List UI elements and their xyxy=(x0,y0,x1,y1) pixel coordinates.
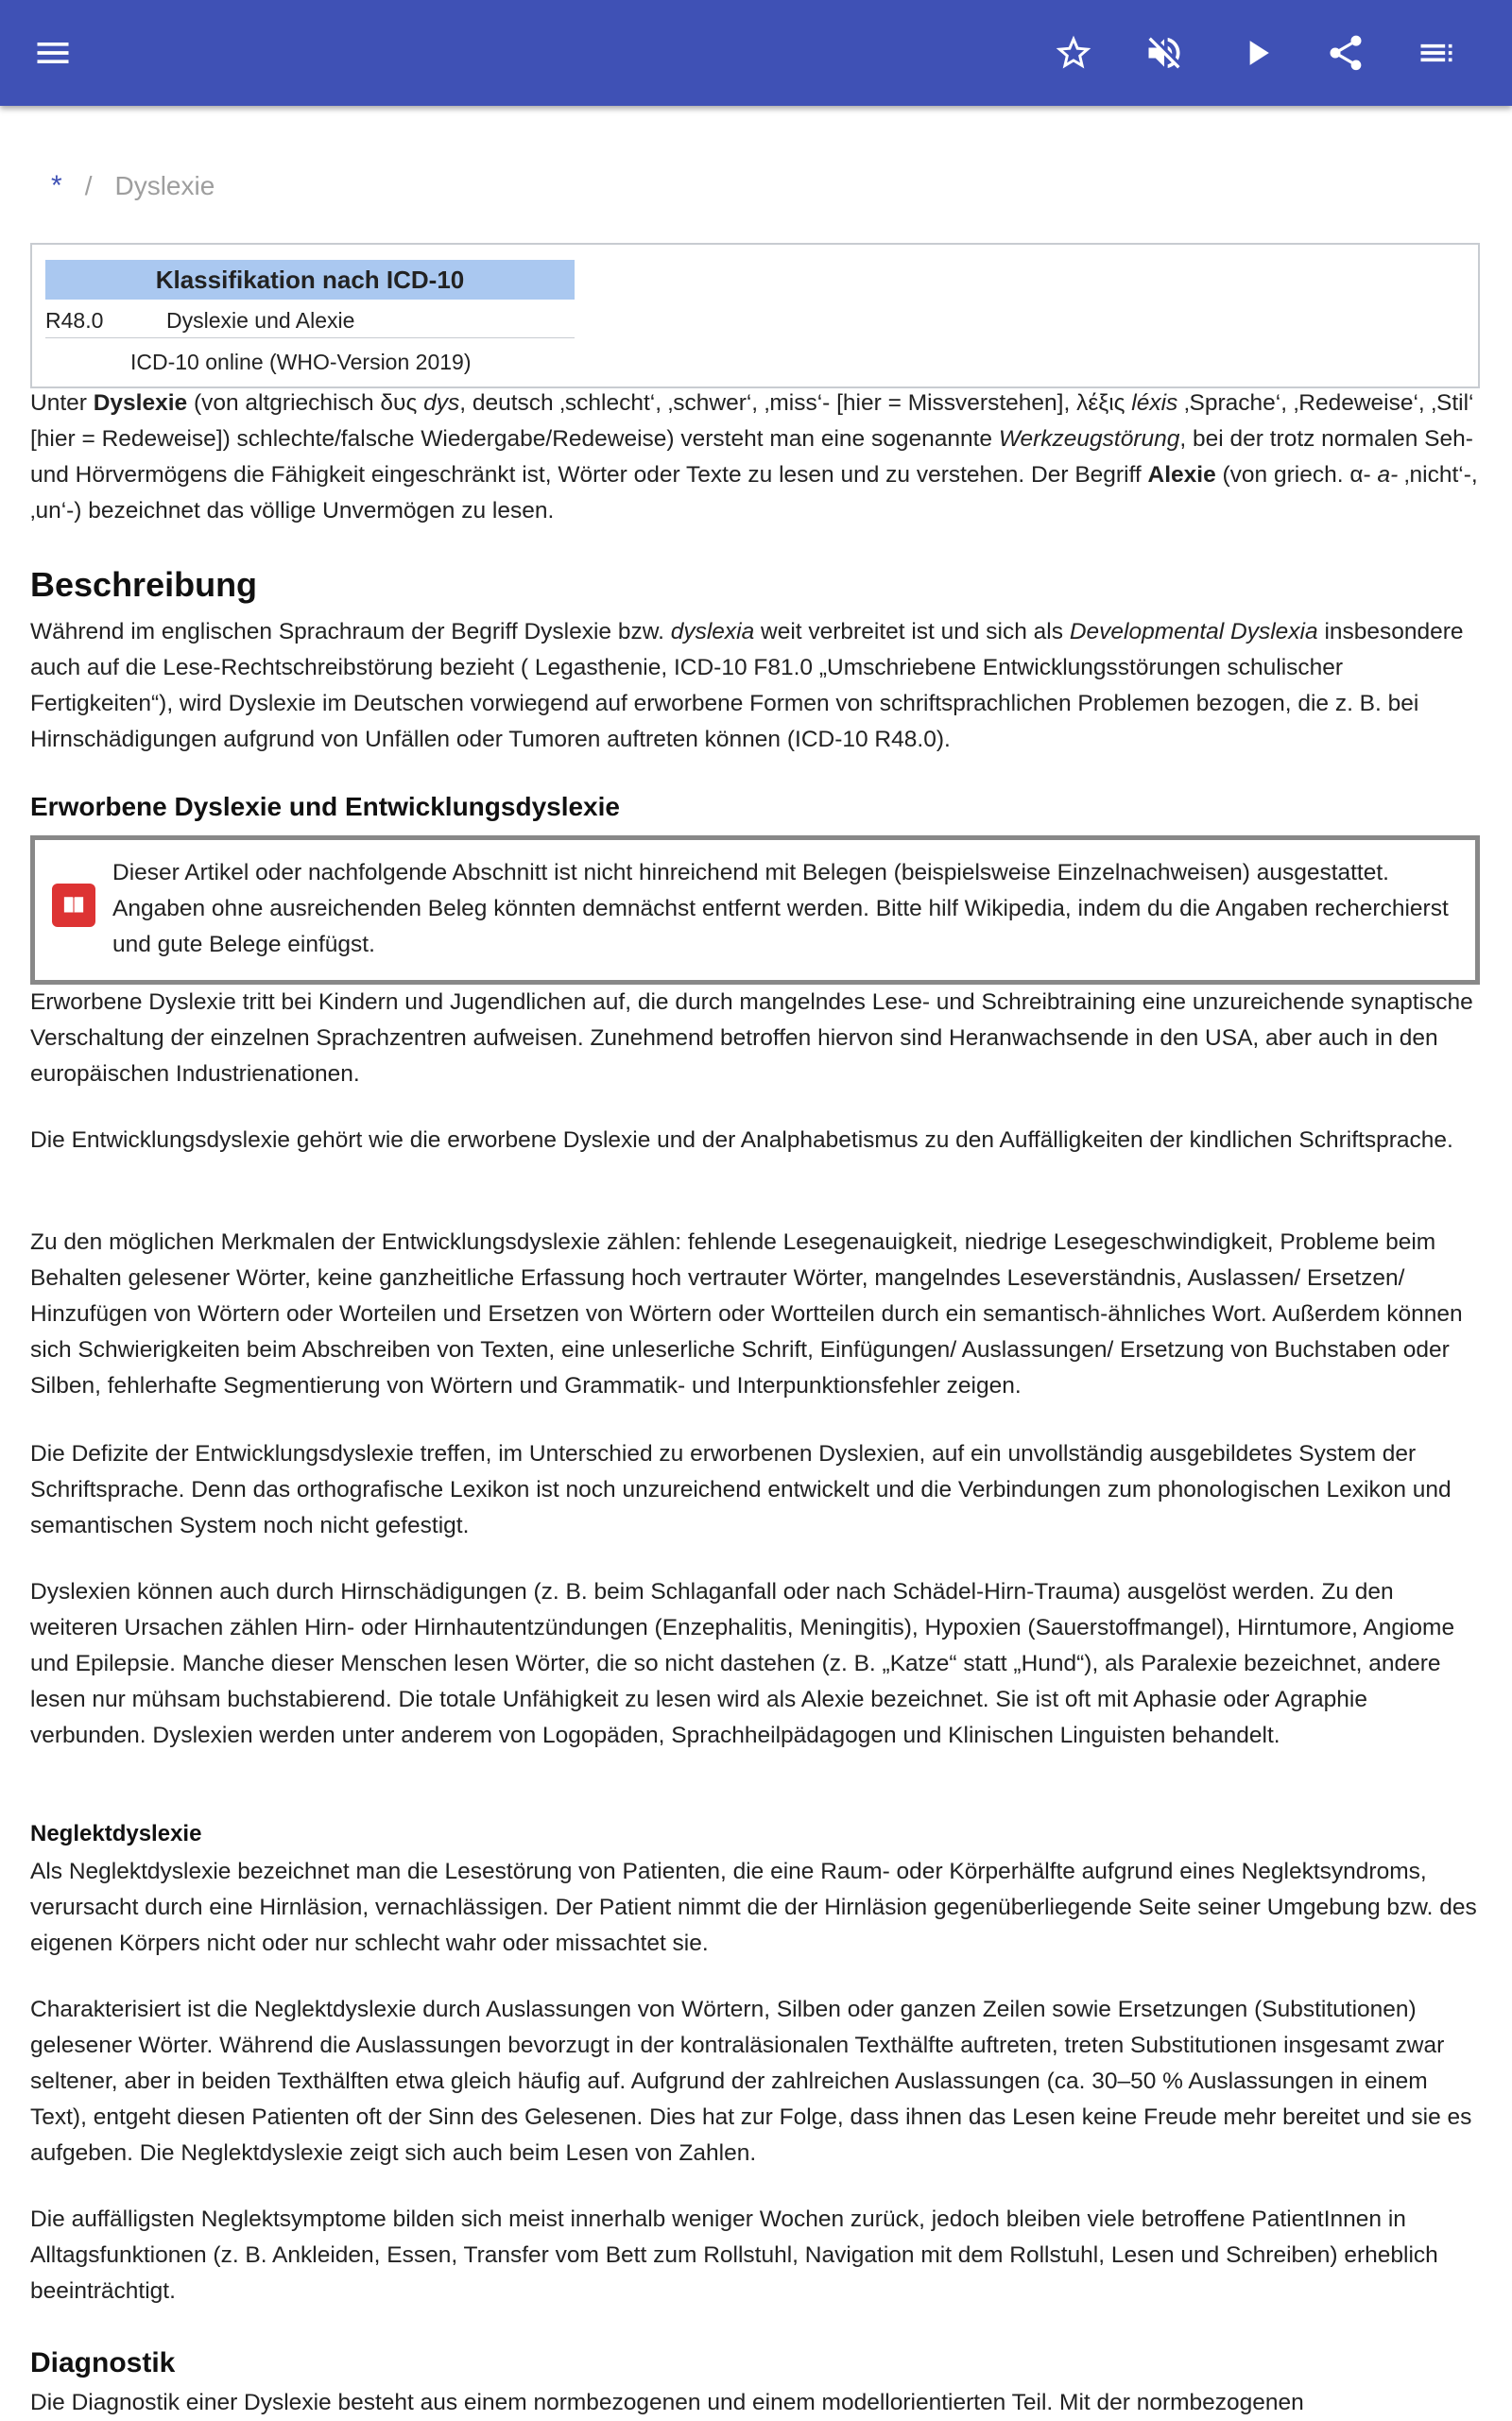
intro-text: , bei der trotz normalen Seh- und Hörvermögens die Fähigkeit eingeschränkt ist, Wörter oder Texte zu lesen und zu verstehen. Der Begriff xyxy=(30,426,1473,488)
breadcrumb xyxy=(51,170,215,202)
term-dyslexia: dyslexia xyxy=(670,619,755,644)
erworbene-paragraph-4: Die Defizite der Entwicklungsdyslexie treffen, im Unterschied zu erworbenen Dyslexien, auf ein unvollständig ausgebildetes System der Schriftsprache. Denn das orthografische Lexikon ist noch unzureichend entwickelt und die Verbindungen zum phonologischen Lexikon und semantischen System noch nicht gefestigt. xyxy=(30,1441,1452,1538)
neglekt-paragraph-2: Charakterisiert ist die Neglektdyslexie durch Auslassungen von Wörtern, Silben oder ganzen Zeilen sowie Ersetzungen (Substitutionen) gelesener Wörter. Während die Auslassungen bevorzugt in der kontraläsionalen Texthälfte auftreten, treten Substitutionen insgesamt zwar seltener, aber in beiden Texthälften etwa gleich häufig auf. Aufgrund der zahlreichen Auslassungen (ca. 30–50 % Auslassungen in einem Text), entgeht diesen Patienten oft der Sinn des Gelesenen. Dies hat zur Folge, dass ihnen das Lesen keine Freude mehr bereitet und sie es aufgeben. Die Neglektdyslexie zeigt sich auch beim Lesen von Zahlen. xyxy=(30,1997,1472,2166)
volume-off-icon[interactable] xyxy=(1119,0,1210,106)
classification-infobox xyxy=(30,243,1480,388)
intro-text: Unter xyxy=(30,390,94,416)
toc-icon[interactable] xyxy=(1391,0,1482,106)
term-dyslexie: Dyslexie xyxy=(93,390,188,416)
heading-diagnostik: Diagnostik xyxy=(30,2347,176,2378)
erworbene-paragraph-2: Die Entwicklungsdyslexie gehört wie die erworbene Dyslexie und der Analphabetismus zu den Auffälligkeiten der kindlichen Schriftsprache. xyxy=(30,1127,1453,1153)
app-bar xyxy=(0,0,1512,106)
heading-neglektdyslexie: Neglektdyslexie xyxy=(30,1821,202,1846)
hamburger-menu-icon[interactable] xyxy=(8,0,98,106)
book-icon xyxy=(52,884,95,927)
neglekt-paragraph-1: Als Neglektdyslexie bezeichnet man die Lesestörung von Patienten, die eine Raum- oder Körperhälfte aufgrund eines Neglektsyndroms, verursacht durch eine Hirnläsion, vernachlässigen. Der Patient nimmt die der Hirnläsion gegenüberliegende Seite seiner Umgebung bzw. des eigenen Körpers nicht oder nur schlecht wahr oder missachtet sie. xyxy=(30,1859,1477,1956)
intro-text: ‚nicht‘-, ‚un‘-) bezeichnet das völlige Unvermögen zu lesen. xyxy=(30,462,1478,524)
intro-text: (von altgriechisch δυς xyxy=(187,390,424,416)
breadcrumb-current: Dyslexie xyxy=(114,171,215,200)
heading-erworbene-dyslexie: Erworbene Dyslexie und Entwicklungsdyslexie xyxy=(30,792,620,821)
term-developmental-dyslexia: Developmental Dyslexia xyxy=(1069,619,1318,644)
diagnostik-paragraph: Die Diagnostik einer Dyslexie besteht aus einem normbezogenen und einem modellorientierten Teil. Mit der normbezogenen xyxy=(30,2390,1304,2415)
icd-online-link[interactable]: ICD-10 online (WHO-Version 2019) xyxy=(130,350,472,374)
infobox-header: Klassifikation nach ICD-10 xyxy=(45,260,575,300)
citation-needed-notice xyxy=(30,835,1480,985)
paragraph-text: insbesondere auch auf die Lese-Rechtschreibstörung bezieht ( Legasthenie, ICD-10 F81.0 „Umschriebene Entwicklungsstörungen schulischer Fertigkeiten“), wird Dyslexie im Deutschen vorwiegend auf erworbene Formen von schriftsprachlichen Problemen bezogen, die z. B. bei Hirnschädigungen aufgrund von Unfällen oder Tumoren auftreten können (ICD-10 R48.0). xyxy=(30,619,1464,752)
intro-text: (von griech. α- xyxy=(1215,462,1378,488)
breadcrumb-separator: / xyxy=(84,171,93,200)
share-icon[interactable] xyxy=(1300,0,1391,106)
intro-paragraph xyxy=(30,386,1486,529)
term-lexis: léxis xyxy=(1131,390,1178,416)
neglekt-paragraph-3: Die auffälligsten Neglektsymptome bilden sich meist innerhalb weniger Wochen zurück, jedoch bleiben viele betroffene PatientInnen in Alltagsfunktionen (z. B. Ankleiden, Essen, Transfer vom Bett zum Rollstuhl, Navigation mit dem Rollstuhl, Lesen und Schreiben) erheblich beeinträchtigt. xyxy=(30,2206,1438,2304)
erworbene-paragraph-3: Zu den möglichen Merkmalen der Entwicklungsdyslexie zählen: fehlende Lesegenauigkeit, niedrige Lesegeschwindigkeit, Probleme beim Behalten gelesener Wörter, keine ganzheitliche Erfassung hoch vertrauter Wörter, mangelndes Leseverständnis, Auslassen/ Ersetzen/ Hinzufügen von Wörtern oder Worteilen und Ersetzen von Wörtern oder Wortteilen durch ein semantisch-ähnliches Wort. Außerdem können sich Schwierigkeiten beim Abschreiben von Texten, eine unleserliche Schrift, Einfügungen/ Auslassungen/ Ersetzung von Buchstaben oder Silben, fehlerhafte Segmentierung von Wörtern und Grammatik- und Interpunktionsfehler zeigen. xyxy=(30,1229,1463,1399)
term-werkzeugstoerung: Werkzeugstörung xyxy=(998,426,1180,452)
infobox-row xyxy=(45,303,575,338)
heading-beschreibung: Beschreibung xyxy=(30,565,258,604)
beschreibung-paragraph xyxy=(30,614,1486,758)
term-alexie: Alexie xyxy=(1147,462,1216,488)
term-dys: dys xyxy=(423,390,460,416)
term-a: a- xyxy=(1377,462,1399,488)
intro-text: , deutsch ‚schlecht‘, ‚schwer‘, ‚miss‘- [hier = Missverstehen], λέξις xyxy=(459,390,1132,416)
erworbene-paragraph-1: Erworbene Dyslexie tritt bei Kindern und Jugendlichen auf, die durch mangelndes Lese- und Schreibtraining eine unzureichende synaptische Verschaltung der einzelnen Sprachzentren aufweisen. Zunehmend betroffen hiervon sind Heranwachsende in den USA, aber auch in den europäischen Industrienationen. xyxy=(30,989,1473,1087)
breadcrumb-home-link[interactable]: * xyxy=(51,170,62,201)
paragraph-text: weit verbreitet ist und sich als xyxy=(754,619,1070,644)
icd-code: R48.0 xyxy=(45,308,104,333)
erworbene-paragraph-5: Dyslexien können auch durch Hirnschädigungen (z. B. beim Schlaganfall oder nach Schädel-Hirn-Trauma) ausgelöst werden. Zu den weiteren Ursachen zählen Hirn- oder Hirnhautentzündungen (Enzephalitis, Meningitis), Hypoxien (Sauerstoffmangel), Hirntumore, Angiome und Epilepsie. Manche dieser Menschen lesen Wörter, die so nicht dastehen (z. B. „Katze“ statt „Hund“), als Paralexie bezeichnet, andere lesen nur mühsam buchstabierend. Die totale Unfähigkeit zu lesen wird als Alexie bezeichnet. Sie ist oft mit Aphasie oder Agraphie verbunden. Dyslexien werden unter anderem von Logopäden, Sprachheilpädagogen und Klinischen Linguisten behandelt. xyxy=(30,1579,1455,1748)
paragraph-text: Während im englischen Sprachraum der Begriff Dyslexie bzw. xyxy=(30,619,671,644)
notice-text: Dieser Artikel oder nachfolgende Abschnitt ist nicht hinreichend mit Belegen (beispielsweise Einzelnachweisen) ausgestattet. Angaben ohne ausreichenden Beleg könnten demnächst entfernt werden. Bitte hilf Wikipedia, indem du die Angaben recherchierst und gute Belege einfügst. xyxy=(112,860,1449,957)
intro-text: ‚Sprache‘, ‚Redeweise‘, ‚Stil‘ [hier = Redeweise]) schlechte/falsche Wiedergabe/Redeweise) versteht man eine sogenannte xyxy=(30,390,1474,452)
play-icon[interactable] xyxy=(1211,0,1302,106)
star-icon[interactable] xyxy=(1028,0,1119,106)
icd-name: Dyslexie und Alexie xyxy=(166,308,355,333)
